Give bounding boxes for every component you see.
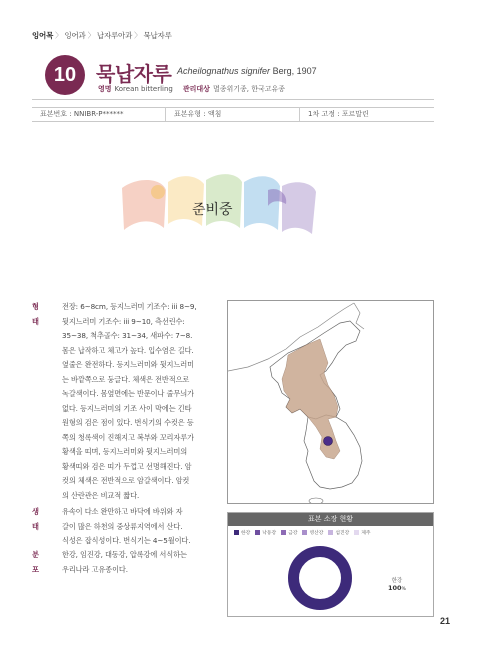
breadcrumb [32,30,172,41]
legend-label: 영산강 [309,531,324,536]
scientific-name-binomial: Acheilognathus signifer [177,66,271,76]
section-ecology-text [62,505,244,549]
text-line: 의 산란관은 비교적 짧다. [62,490,140,500]
pie-title: 표본 소장 현황 [228,513,433,526]
chevron-right-icon: 〉 [87,31,95,40]
breadcrumb-family: 잉어과 [64,31,86,40]
pie-slice-percent: 100% [388,584,406,592]
scientific-name-author: Berg, 1907 [270,66,317,76]
specimen-id: 표본번호 : NNIBR-P****** [32,107,166,121]
legend-swatch [354,530,359,535]
breadcrumb-order: 잉어목 [32,31,54,40]
english-name: Korean bitterling [114,85,173,93]
english-name-label: 영명 [98,85,112,93]
legend-item [255,529,276,536]
breadcrumb-subfamily: 납자루아과 [96,31,133,40]
legend-swatch [281,530,286,535]
text-line: 황색띠와 검은 띠가 두껍고 선명해진다. 암 [62,461,192,471]
text-line: 우리나라 고유종이다. [62,564,128,574]
preparing-label: 준비중 [192,202,233,218]
chevron-right-icon: 〉 [55,31,63,40]
text-line: 원형의 검은 점이 있다. 번식기의 수컷은 등 [62,418,194,427]
management-label: 관리대상 [182,85,210,93]
species-title: 묵납자루 [96,62,172,86]
legend-item [328,529,349,536]
text-line: 35~38, 척추골수: 31~34, 새파수: 7~8. [62,331,193,340]
pie-svg [278,543,362,613]
legend-item [354,529,370,536]
legend-label: 금강 [288,531,298,536]
section-distribution-tag: 분포 [32,550,39,574]
page-number: 21 [440,616,451,626]
legend-label: 낙동강 [262,531,277,536]
divider [32,99,434,100]
text-line: 유속이 다소 완만하고 바닥에 바위와 자 [62,507,183,516]
section-morphology-tag: 형태 [32,302,39,326]
border-line [354,303,364,329]
breadcrumb-species: 묵납자루 [143,31,172,40]
legend-item [234,529,250,536]
specimen-type: 표본유형 : 액침 [166,107,300,121]
species-meta [98,84,285,94]
management-status: 멸종위기종, 한국고유종 [212,85,286,93]
chevron-right-icon: 〉 [134,31,142,40]
text-line: 옆줄은 완전하다. 등지느러미와 뒷지느러미 [62,360,194,369]
text-line: 식성은 잡식성이다. 번식기는 4~5월이다. [62,536,191,545]
legend-swatch [255,530,260,535]
legend-label: 섬진강 [335,531,350,536]
text-line: 없다. 등지느러미의 기조 사이 막에는 긴타 [62,403,192,413]
section-distribution-text [62,548,244,577]
section-ecology-tag: 생태 [32,507,39,531]
scientific-name [177,66,317,76]
text-line: 는 바깥쪽으로 둥글다. 체색은 전반적으로 [62,374,190,384]
distribution-map [227,300,434,504]
specimen-info-row [32,107,434,121]
legend-label: 한강 [241,531,251,536]
specimen-location-marker [324,437,333,446]
legend-item [302,529,323,536]
species-number-badge: 10 [45,55,85,95]
divider [32,121,434,122]
text-line: 컷의 체색은 전반적으로 암갈색이다. 암컷 [62,476,190,485]
korea-map-svg [228,301,434,504]
section-morphology-text [62,300,244,503]
pie-slice-name: 한강 [391,578,403,584]
text-line: 한강, 임진강, 대동강, 압록강에 서식하는 [62,550,187,559]
legend-item [281,529,297,536]
text-line: 쪽의 청록색이 진해지고 복부와 꼬리자루가 [62,432,194,442]
text-line: 갈이 많은 하천의 중상류지역에서 산다. [62,521,183,531]
text-line: 전장: 6~8cm, 등지느러미 기조수: iii 8~9, [62,302,197,311]
specimen-fixation: 1차 고정 : 포르말린 [308,110,369,118]
text-line: 황색을 띠며, 등지느러미와 뒷지느러미의 [62,447,188,456]
legend-swatch [328,530,333,535]
text-line: 녹갈색이다. 몸옆면에는 반문이나 줄무늬가 [62,389,194,398]
legend-swatch [234,530,239,535]
legend-swatch [302,530,307,535]
pie-legend [234,529,371,536]
pie-slice-label [388,576,406,592]
legend-label: 제주 [361,531,371,536]
text-line: 뒷지느러미 기조수: iii 9~10, 측선린수: [62,316,185,326]
pie-slice-한강 [294,552,347,605]
jeju-island [309,498,323,504]
specimen-pie-chart [227,512,434,617]
text-line: 몸은 납작하고 체고가 높다. 입수염은 길다. [62,345,194,355]
